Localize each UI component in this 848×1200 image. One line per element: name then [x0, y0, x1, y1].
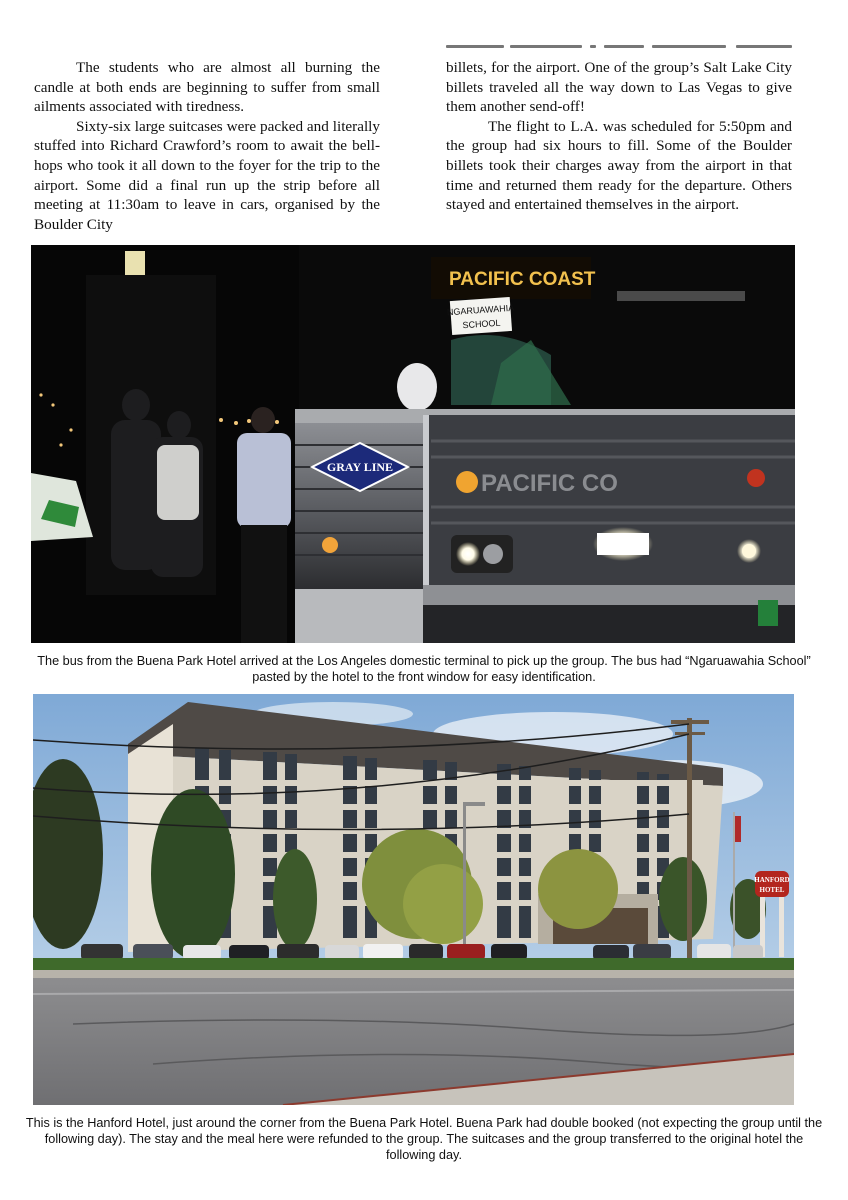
bus-photo	[31, 245, 795, 643]
hotel-photo-caption: This is the Hanford Hotel, just around the corner from the Buena Park Hotel. Buena Park had double booked (not expecting the group until the following day). The stay and the meal here were refunded to the group. The suitcases and the group transferred to the original hotel the following day.	[25, 1116, 823, 1162]
paragraph: The flight to L.A. was scheduled for 5:50pm and the group had six hours to fill. Some of the Boulder billets took their charges away from the airport in that time and returned them ready for the departure. Others stayed and entertained themselves in the airport.	[446, 117, 792, 214]
bus-grille-lettering: PACIFIC CO	[481, 470, 618, 497]
bus-photo-caption: The bus from the Buena Park Hotel arrived at the Los Angeles domestic terminal to pick up the group. The bus had “Ngaruawahia School” pasted by the hotel to the front window for easy identification.	[37, 654, 811, 684]
hanford-sign-line-2: HOTEL	[759, 886, 785, 894]
article-column-left	[34, 58, 380, 234]
cut-off-text-line	[446, 40, 792, 48]
hanford-sign-line-1: HANFORD	[754, 876, 790, 884]
article-column-right	[446, 58, 792, 215]
bus-destination-sign: PACIFIC COAST	[449, 269, 596, 290]
window-sign-line-1: NGARUAWAHIA	[446, 302, 515, 318]
paragraph: Sixty-six large suitcases were packed and literally stuffed into Richard Crawford’s room to await the bell-hops who took it all down to the foyer for the trip to the airport. Some did a final run up the strip before all meeting at 11:30am to leave in cars, organised by the Boulder City	[34, 117, 380, 233]
hotel-photo	[33, 694, 794, 1105]
paragraph: The students who are almost all burning the candle at both ends are beginning to suffer from small ailments associated with tiredness.	[34, 59, 380, 116]
gray-line-logo: GRAY LINE	[326, 460, 394, 474]
paragraph: billets, for the airport. One of the group’s Salt Lake City billets traveled all the way down to Las Vegas to give them another send-off!	[446, 59, 792, 116]
window-sign-line-2: SCHOOL	[462, 317, 501, 331]
